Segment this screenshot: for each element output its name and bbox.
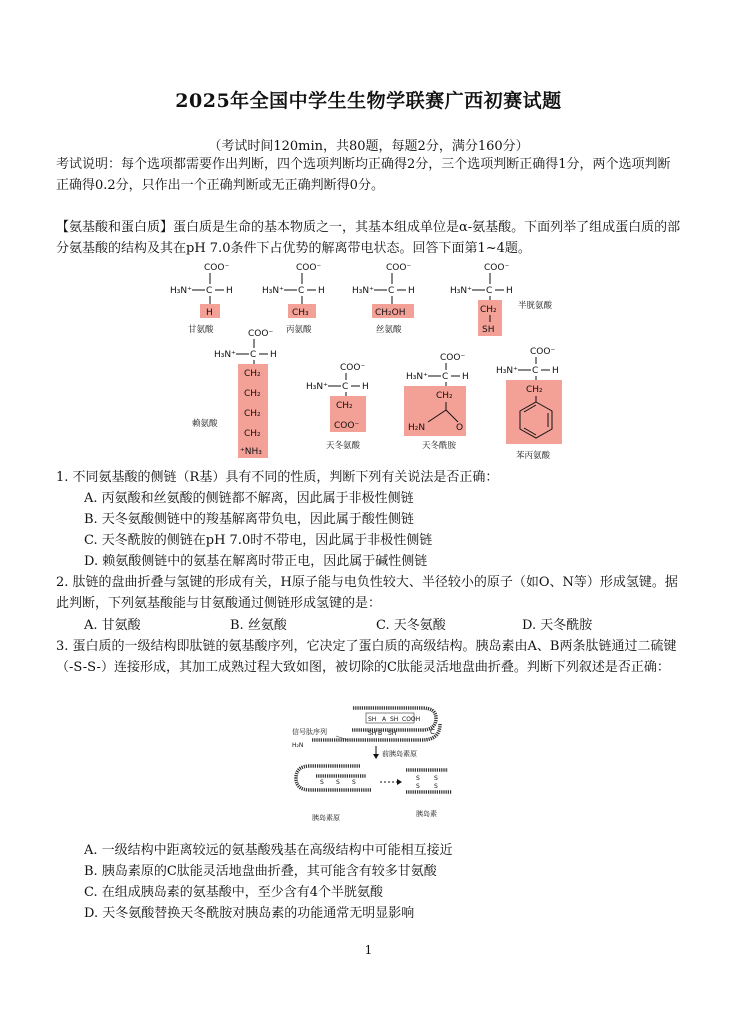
svg-text:COO⁻: COO⁻: [484, 263, 510, 273]
svg-text:苯丙氨酸: 苯丙氨酸: [516, 451, 551, 460]
svg-text:CH₂: CH₂: [244, 409, 261, 419]
svg-text:CH₂: CH₂: [244, 389, 261, 399]
svg-text:H: H: [408, 286, 415, 296]
page-number: 1: [364, 943, 373, 957]
svg-text:H: H: [552, 366, 559, 376]
asparagine-structure: [404, 353, 469, 451]
svg-text:H: H: [270, 350, 277, 360]
serine-structure: [352, 263, 415, 335]
svg-text:CH₂: CH₂: [336, 401, 353, 411]
svg-text:H: H: [506, 286, 513, 296]
q1-option-a[interactable]: A. 丙氨酸和丝氨酸的侧链都不解离，因此属于非极性侧链: [84, 491, 414, 506]
exam-subtitle: （考试时间120min，共80题，每题2分，满分160分）: [208, 139, 529, 154]
svg-text:H₃N⁺: H₃N⁺: [406, 372, 428, 382]
svg-text:C: C: [342, 382, 349, 392]
svg-text:C: C: [388, 286, 395, 296]
svg-text:H: H: [206, 308, 213, 318]
aspartate-structure: [306, 363, 369, 451]
svg-text:H₂N: H₂N: [408, 423, 426, 433]
svg-text:SH: SH: [482, 325, 495, 335]
svg-text:COO⁻: COO⁻: [204, 263, 230, 273]
glycine-structure: [170, 263, 233, 335]
q2-option-c[interactable]: C. 天冬氨酸: [376, 618, 446, 633]
svg-text:H₃N⁺: H₃N⁺: [352, 286, 374, 296]
svg-text:胰岛素: 胰岛素: [416, 810, 437, 818]
svg-text:⁺NH₃: ⁺NH₃: [240, 447, 262, 457]
q3-option-d[interactable]: D. 天冬氨酸替换天冬酰胺对胰岛素的功能通常无明显影响: [84, 906, 415, 921]
svg-text:S: S: [352, 779, 356, 786]
svg-text:H₃N⁺: H₃N⁺: [170, 286, 192, 296]
q3-option-a[interactable]: A. 一级结构中距离较远的氨基酸残基在高级结构中可能相互接近: [84, 843, 453, 858]
svg-text:CH₂: CH₂: [480, 305, 497, 315]
svg-text:H₃N⁺: H₃N⁺: [450, 286, 472, 296]
svg-text:赖氨酸: 赖氨酸: [192, 419, 218, 429]
svg-text:胰岛素原: 胰岛素原: [312, 814, 340, 822]
q2-option-a[interactable]: A. 甘氨酸: [84, 618, 141, 633]
svg-text:C: C: [206, 286, 213, 296]
svg-text:COO⁻: COO⁻: [248, 329, 274, 339]
svg-text:H₃N⁺: H₃N⁺: [496, 366, 518, 376]
svg-text:H₃N⁺: H₃N⁺: [214, 350, 236, 360]
q3-option-b[interactable]: B. 胰岛素原的C肽能灵活地盘曲折叠，其可能含有较多甘氨酸: [84, 864, 437, 879]
insulin-processing-diagram: [290, 704, 480, 828]
q1-option-c[interactable]: C. 天冬酰胺的侧链在pH 7.0时不带电，因此属于非极性侧链: [84, 533, 433, 548]
svg-text:S: S: [416, 775, 420, 782]
question-1-stem: 1. 不同氨基酸的侧链（R基）具有不同的性质，判断下列有关说法是否正确：: [56, 470, 499, 485]
svg-text:C: C: [486, 286, 493, 296]
svg-text:S: S: [416, 783, 420, 790]
q2-option-d[interactable]: D. 天冬酰胺: [522, 618, 593, 633]
q2-options: [84, 614, 684, 633]
svg-text:半胱氨酸: 半胱氨酸: [518, 301, 553, 311]
svg-text:S: S: [320, 779, 324, 786]
svg-text:SH: SH: [368, 730, 377, 737]
phenylalanine-structure: [496, 347, 562, 460]
svg-text:C: C: [430, 728, 435, 736]
svg-text:CH₂: CH₂: [244, 429, 261, 439]
svg-text:天冬氨酸: 天冬氨酸: [326, 441, 361, 451]
svg-text:SH: SH: [368, 716, 377, 723]
question-2-stem: 2. 肽链的盘曲折叠与氢键的形成有关，H原子能与电负性较大、半径较小的原子（如O、N等）形成氢键。据此判断，下列氨基酸能与甘氨酸通过侧链形成氢键的是：: [56, 575, 678, 611]
svg-text:丝氨酸: 丝氨酸: [376, 325, 402, 335]
svg-text:C: C: [298, 286, 305, 296]
svg-text:SH: SH: [388, 730, 397, 737]
svg-text:H: H: [362, 382, 369, 392]
page-title: 2025年全国中学生生物学联赛广西初赛试题: [175, 90, 562, 112]
svg-text:S: S: [336, 779, 340, 786]
svg-text:SH: SH: [390, 716, 399, 723]
svg-text:丙氨酸: 丙氨酸: [286, 325, 312, 335]
svg-text:CH₂: CH₂: [526, 385, 543, 395]
svg-text:CH₃: CH₃: [292, 308, 309, 318]
svg-text:H₂N: H₂N: [292, 742, 304, 749]
svg-text:甘氨酸: 甘氨酸: [188, 325, 214, 335]
svg-text:C: C: [442, 372, 449, 382]
lysine-structure: [192, 329, 277, 458]
amino-acid-figure: [160, 260, 600, 460]
svg-text:COO⁻: COO⁻: [340, 363, 366, 373]
svg-text:O: O: [456, 423, 464, 433]
svg-text:S: S: [434, 775, 438, 782]
svg-text:B: B: [378, 730, 383, 737]
instructions: 考试说明：每个选项都需要作出判断，四个选项判断均正确得2分，三个选项判断正确得1分，两个选项判断正确得0.2分，只作出一个正确判断或无正确判断得0分。: [56, 157, 671, 193]
svg-text:H: H: [226, 286, 233, 296]
question-3-stem: 3. 蛋白质的一级结构即肽链的氨基酸序列，它决定了蛋白质的高级结构。胰岛素由A、B两条肽链通过二硫键（-S-S-）连接形成，其加工成熟过程大致如图，被切除的C肽能灵活地盘曲折叠。判断下列叙述是否正确：: [56, 639, 677, 675]
svg-text:H₃N⁺: H₃N⁺: [306, 382, 328, 392]
q1-option-d[interactable]: D. 赖氨酸侧链中的氨基在解离时带正电，因此属于碱性侧链: [84, 554, 428, 569]
svg-text:信号肽序列: 信号肽序列: [292, 728, 327, 736]
svg-text:H₃N⁺: H₃N⁺: [262, 286, 284, 296]
svg-text:COO⁻: COO⁻: [530, 347, 556, 357]
svg-text:H: H: [318, 286, 325, 296]
svg-text:A: A: [382, 716, 387, 723]
svg-text:COO⁻: COO⁻: [334, 421, 360, 431]
svg-text:COO⁻: COO⁻: [296, 263, 322, 273]
svg-text:COO⁻: COO⁻: [386, 263, 412, 273]
svg-text:H: H: [462, 372, 469, 382]
alanine-structure: [262, 263, 325, 335]
q3-option-c[interactable]: C. 在组成胰岛素的氨基酸中，至少含有4个半胱氨酸: [84, 885, 384, 900]
svg-text:CH₂: CH₂: [244, 369, 261, 379]
q1-option-b[interactable]: B. 天冬氨酸侧链中的羧基解离带负电，因此属于酸性侧链: [84, 512, 414, 527]
cysteine-structure: [450, 263, 553, 336]
svg-text:C: C: [250, 350, 257, 360]
svg-text:COO⁻: COO⁻: [440, 353, 466, 363]
svg-text:前胰岛素原: 前胰岛素原: [382, 750, 417, 758]
svg-text:CH₂: CH₂: [436, 391, 453, 401]
section-intro: 【氨基酸和蛋白质】蛋白质是生命的基本物质之一，其基本组成单位是α-氨基酸。下面列举了组成蛋白质的部分氨基酸的结构及其在pH 7.0条件下占优势的解离带电状态。回答下面第1~4题。: [56, 220, 681, 256]
svg-text:天冬酰胺: 天冬酰胺: [422, 441, 457, 451]
svg-text:C: C: [532, 366, 539, 376]
svg-text:CH₂OH: CH₂OH: [375, 308, 406, 318]
svg-text:S: S: [434, 783, 438, 790]
q2-option-b[interactable]: B. 丝氨酸: [230, 618, 287, 633]
svg-text:COOH: COOH: [402, 716, 421, 723]
